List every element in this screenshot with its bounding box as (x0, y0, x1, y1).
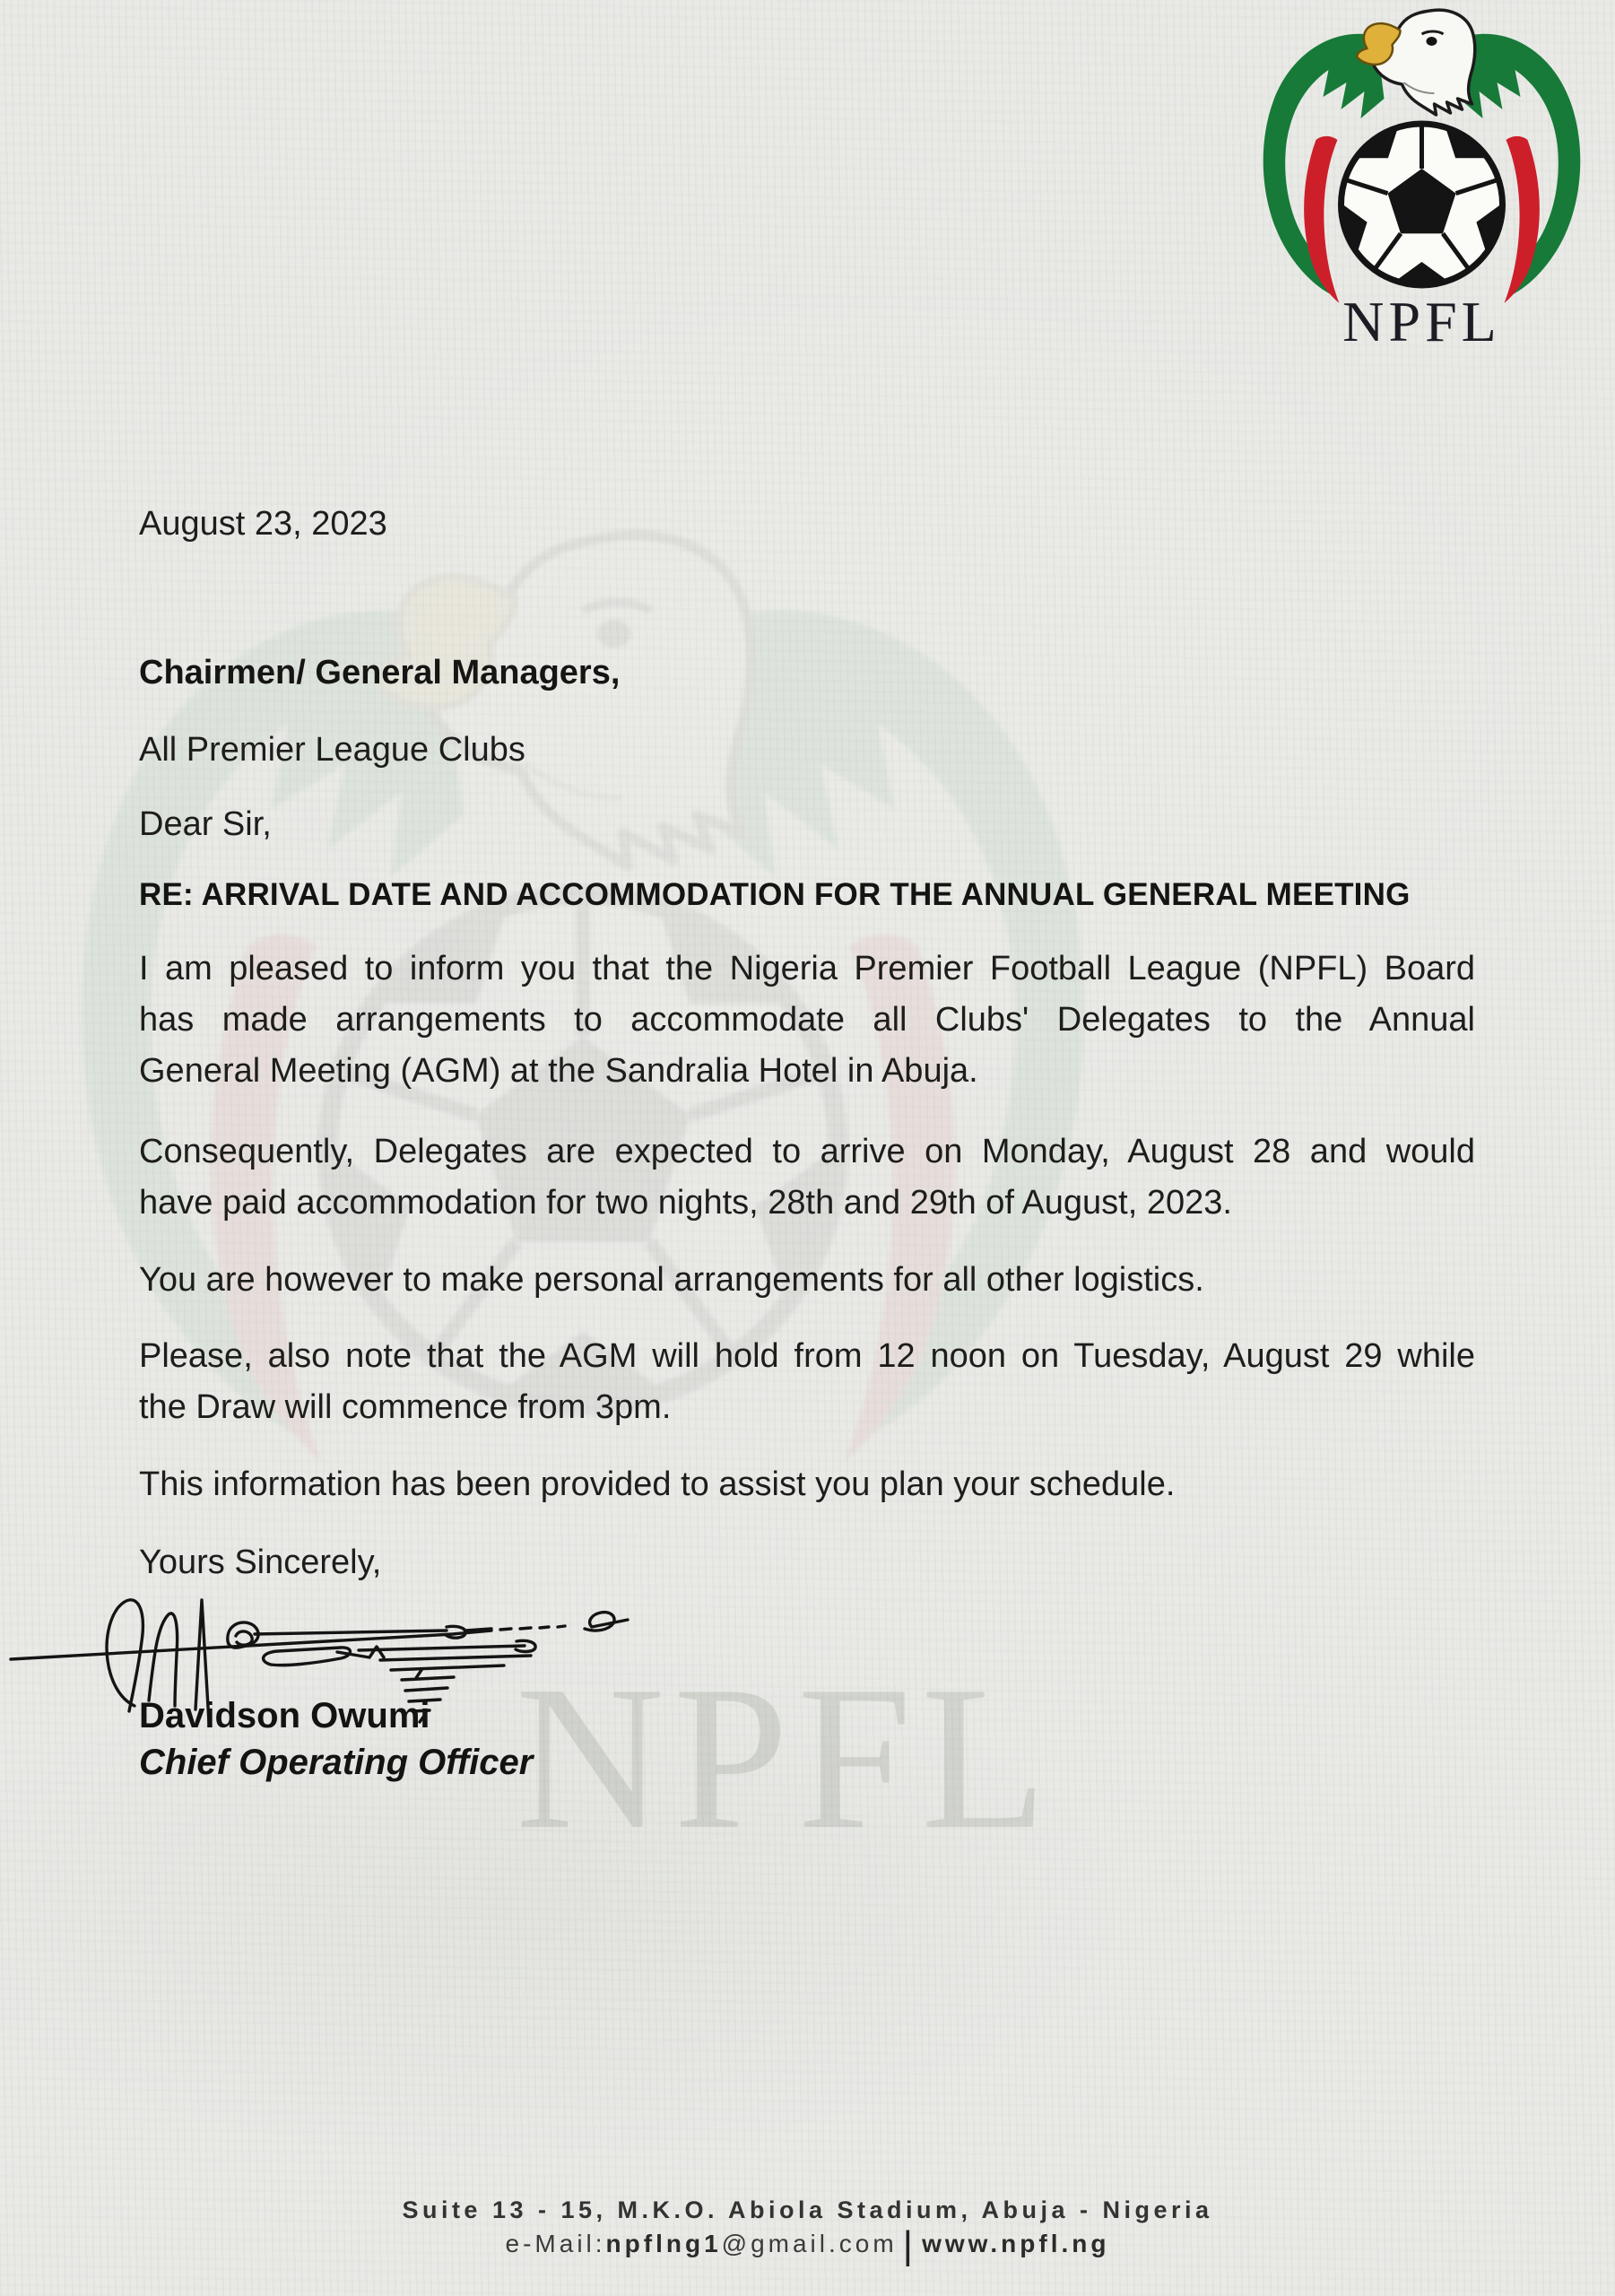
paragraph-line: General Meeting (AGM) at the Sandralia Hotel in Abuja. (139, 1052, 978, 1090)
paragraph-line: You are however to make personal arrangements for all other logistics. (139, 1261, 1204, 1299)
paragraph-1 (139, 944, 1475, 1097)
paragraph-line: has made arrangements to accommodate all Clubs' Delegates to the Annual (139, 1001, 1475, 1039)
salutation: Dear Sir, (139, 805, 272, 843)
footer-separator: | (902, 2223, 917, 2267)
logo-wordmark: NPFL (1342, 290, 1501, 353)
paragraph-line: Please, also note that the AGM will hold from 12 noon on Tuesday, August 29 while (139, 1337, 1475, 1375)
email-label: e-Mail: (505, 2230, 606, 2257)
recipient-title: Chairmen/ General Managers, (139, 654, 621, 691)
date-line: August 23, 2023 (139, 505, 387, 543)
footer-contact (0, 2223, 1615, 2267)
recipient-org: All Premier League Clubs (139, 731, 525, 769)
watermark-text: NPFL (516, 1643, 1056, 1872)
paragraph-5 (139, 1459, 1475, 1510)
email-user: npflng1 (605, 2230, 722, 2257)
paragraph-3 (139, 1255, 1475, 1306)
paragraph-4 (139, 1331, 1475, 1433)
footer (0, 2194, 1615, 2267)
paragraph-line: the Draw will commence from 3pm. (139, 1388, 672, 1426)
eagle-soccer-ball-icon (1263, 10, 1581, 326)
subject-line: RE: ARRIVAL DATE AND ACCOMMODATION FOR THE ANNUAL GENERAL MEETING (139, 877, 1411, 912)
signatory-title: Chief Operating Officer (139, 1743, 534, 1782)
paragraph-line: This information has been provided to assist you plan your schedule. (139, 1465, 1176, 1503)
closing-line: Yours Sincerely, (139, 1544, 382, 1581)
paragraph-line: have paid accommodation for two nights, 28th and 29th of August, 2023. (139, 1184, 1232, 1222)
paragraph-2 (139, 1126, 1475, 1229)
footer-address: Suite 13 - 15, M.K.O. Abiola Stadium, Abuja - Nigeria (402, 2196, 1213, 2223)
paragraph-line: Consequently, Delegates are expected to arrive on Monday, August 28 and would (139, 1133, 1475, 1170)
signatory-name: Davidson Owumi (139, 1696, 430, 1735)
email-domain: @gmail.com (721, 2230, 898, 2257)
npfl-crest-logo (1245, 5, 1599, 353)
paragraph-line: I am pleased to inform you that the Nigeria Premier Football League (NPFL) Board (139, 950, 1475, 987)
website-url: www.npfl.ng (922, 2230, 1110, 2257)
